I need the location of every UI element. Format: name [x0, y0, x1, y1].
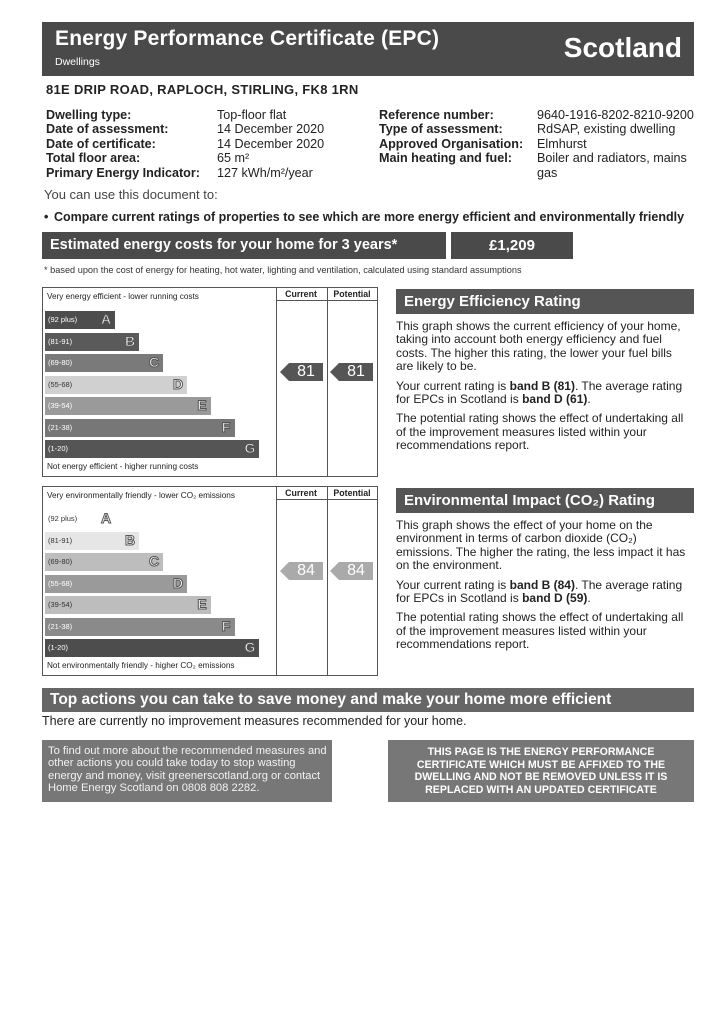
band-range: (21-38) [48, 621, 73, 631]
detail-value: gas [537, 165, 558, 180]
potential-rating-arrow: 84 [339, 562, 373, 580]
band-range: (1-20) [48, 643, 69, 652]
band-letter: G [244, 639, 256, 655]
detail-value: Elmhurst [537, 136, 587, 151]
energy-costs-value: £1,209 [451, 232, 573, 259]
details-right [379, 108, 699, 180]
env-paragraph-3: The potential rating shows the effect of undertaking all of the improvement measures listed within your recommendations report. [396, 610, 684, 652]
energy-efficiency-heading [396, 289, 694, 314]
detail-value: 65 m² [217, 151, 250, 166]
text-span: . The average rating for EPCs in Scotland is [396, 577, 683, 606]
band-d [45, 376, 187, 394]
chart-top-label: Very energy efficient - lower running costs [47, 292, 199, 301]
band-range: (39-54) [48, 600, 73, 609]
text-span: . [587, 591, 591, 606]
average-band-text: band D (59) [522, 591, 588, 606]
band-g [45, 440, 259, 458]
band-range: (69-80) [48, 557, 73, 566]
band-range: (69-80) [48, 358, 73, 367]
chart-divider [327, 288, 328, 476]
detail-row [379, 108, 699, 122]
band-range: (39-54) [48, 401, 73, 410]
detail-row [46, 166, 376, 180]
band-letter: E [197, 596, 207, 612]
band-range: (81-91) [48, 535, 73, 545]
detail-row [379, 151, 699, 165]
energy-costs-bar [42, 232, 446, 259]
band-letter: B [124, 332, 136, 349]
ee-paragraph-1: This graph shows the current efficiency of your home, taking into account both energy efficiency and fuel costs. The higher this rating, the lower your fuel bills are likely to be. [396, 319, 681, 374]
band-letter: D [172, 574, 184, 591]
band-letter: C [148, 354, 160, 370]
detail-label: Primary Energy Indicator: [46, 165, 200, 180]
text-span: . [587, 392, 591, 407]
column-potential-header: Potential [333, 289, 371, 299]
band-e [45, 397, 211, 415]
detail-value: Boiler and radiators, mains [537, 151, 687, 166]
text-span: Your current rating is [396, 378, 510, 393]
env-paragraph-2 [396, 579, 692, 606]
band-range: (21-38) [48, 422, 73, 432]
detail-label: Dwelling type: [46, 108, 132, 122]
detail-value: 9640-1916-8202-8210-9200 [537, 108, 694, 122]
chart-top-label: Very environmentally friendly - lower CO₂ emissions [47, 491, 235, 500]
band-range: (81-91) [48, 336, 73, 346]
detail-row [46, 151, 376, 165]
current-band-text: band B (81) [509, 378, 575, 393]
band-d [45, 575, 187, 593]
detail-value: RdSAP, existing dwelling [537, 122, 676, 137]
detail-value: 127 kWh/m²/year [217, 165, 313, 180]
band-letter: B [124, 531, 136, 548]
current-band-text: band B (84) [509, 577, 575, 592]
band-range: (92 plus) [48, 315, 78, 324]
affix-notice-text: THIS PAGE IS THE ENERGY PERFORMANCE CERTIFICATE WHICH MUST BE AFFIXED TO THE DWELLING AND NOT BE REMOVED UNLESS IT IS REPLACED WITH AN UPDATED CERTIFICATE [414, 746, 668, 796]
chart-bottom-label: Not energy efficient - higher running costs [47, 462, 199, 471]
chart-divider [276, 487, 277, 675]
certificate-subtitle: Dwellings [55, 56, 100, 68]
top-actions-heading [42, 688, 694, 712]
detail-row [379, 166, 699, 180]
band-letter: E [197, 397, 207, 413]
band-c [45, 354, 163, 372]
band-letter: F [221, 617, 231, 634]
band-a [45, 510, 115, 528]
band-range: (92 plus) [48, 514, 78, 523]
environmental-impact-heading [396, 488, 694, 513]
detail-label: Date of assessment: [46, 122, 169, 137]
detail-row [379, 122, 699, 136]
band-f [45, 419, 235, 437]
ee-paragraph-3: The potential rating shows the effect of undertaking all of the improvement measures listed within your recommendations report. [396, 411, 684, 453]
ee-paragraph-2 [396, 380, 692, 407]
band-f [45, 618, 235, 636]
certificate-title: Energy Performance Certificate (EPC) [55, 27, 440, 50]
use-heading: You can use this document to: [44, 187, 218, 202]
chart-header-rule [276, 300, 377, 301]
certificate-header [42, 22, 694, 76]
detail-row [46, 108, 376, 122]
energy-costs-footnote: * based upon the cost of energy for heating, hot water, lighting and ventilation, calculated using standard assumptions [44, 265, 522, 275]
detail-label: Total floor area: [46, 151, 141, 166]
column-current-header: Current [285, 488, 317, 498]
band-g [45, 639, 259, 657]
detail-label: Main heating and fuel: [379, 151, 512, 166]
environmental-impact-heading-text: Environmental Impact (CO₂) Rating [404, 492, 655, 509]
band-range: (55-68) [48, 578, 73, 588]
energy-efficiency-chart [42, 287, 378, 477]
detail-row [46, 122, 376, 136]
no-improvements-text: There are currently no improvement measures recommended for your home. [42, 714, 467, 728]
band-letter: G [244, 440, 256, 456]
detail-value: Top-floor flat [217, 108, 287, 122]
property-address: 81E DRIP ROAD, RAPLOCH, STIRLING, FK8 1RN [46, 82, 359, 97]
environmental-impact-description [396, 519, 692, 652]
more-info-box [42, 740, 332, 802]
bullet-icon: • [44, 210, 49, 224]
env-paragraph-1: This graph shows the effect of your home on the environment in terms of carbon dioxide (CO₂) emissions. The higher the rating, the less impact it has on the environment. [396, 518, 686, 573]
band-letter: C [148, 553, 160, 569]
average-band-text: band D (61) [522, 392, 588, 407]
energy-costs-label: Estimated energy costs for your home for 3 years* [50, 237, 398, 253]
environmental-impact-chart [42, 486, 378, 676]
chart-bottom-label: Not environmentally friendly - higher CO₂ emissions [47, 661, 235, 670]
band-letter: A [100, 510, 112, 526]
affix-notice-box [388, 740, 694, 802]
band-range: (1-20) [48, 444, 69, 453]
column-potential-header: Potential [333, 488, 371, 498]
text-span: . The average rating for EPCs in Scotland is [396, 378, 683, 407]
detail-label: Type of assessment: [379, 122, 503, 137]
band-letter: F [221, 418, 231, 435]
band-range: (55-68) [48, 379, 73, 389]
certificate-country: Scotland [563, 32, 682, 63]
current-rating-arrow: 81 [289, 363, 323, 381]
detail-value: 14 December 2020 [217, 122, 325, 137]
detail-value: 14 December 2020 [217, 136, 325, 151]
column-current-header: Current [285, 289, 317, 299]
band-letter: D [172, 375, 184, 392]
band-b [45, 333, 139, 351]
text-span: Your current rating is [396, 577, 510, 592]
energy-efficiency-heading-text: Energy Efficiency Rating [404, 293, 581, 310]
bullet-item [44, 210, 684, 224]
detail-label: Reference number: [379, 108, 494, 122]
potential-rating-arrow: 81 [339, 363, 373, 381]
band-a [45, 311, 115, 329]
band-c [45, 553, 163, 571]
band-e [45, 596, 211, 614]
chart-divider [276, 288, 277, 476]
detail-row [46, 137, 376, 151]
energy-efficiency-description [396, 320, 692, 453]
band-letter: A [100, 311, 112, 327]
details-left [46, 108, 376, 180]
chart-divider [327, 487, 328, 675]
band-b [45, 532, 139, 550]
current-rating-arrow: 84 [289, 562, 323, 580]
chart-header-rule [276, 499, 377, 500]
detail-label: Approved Organisation: [379, 136, 524, 151]
detail-label: Date of certificate: [46, 136, 156, 151]
bullet-text: Compare current ratings of properties to see which are more energy efficient and environmentally friendly [54, 210, 685, 224]
top-actions-heading-text: Top actions you can take to save money and make your home more efficient [50, 691, 612, 708]
more-info-text: To find out more about the recommended measures and other actions you could take today to stop wasting energy and money, visit greenerscotland.org or contact Home Energy Scotland on 0808 808 2282. [48, 745, 327, 795]
detail-row [379, 137, 699, 151]
